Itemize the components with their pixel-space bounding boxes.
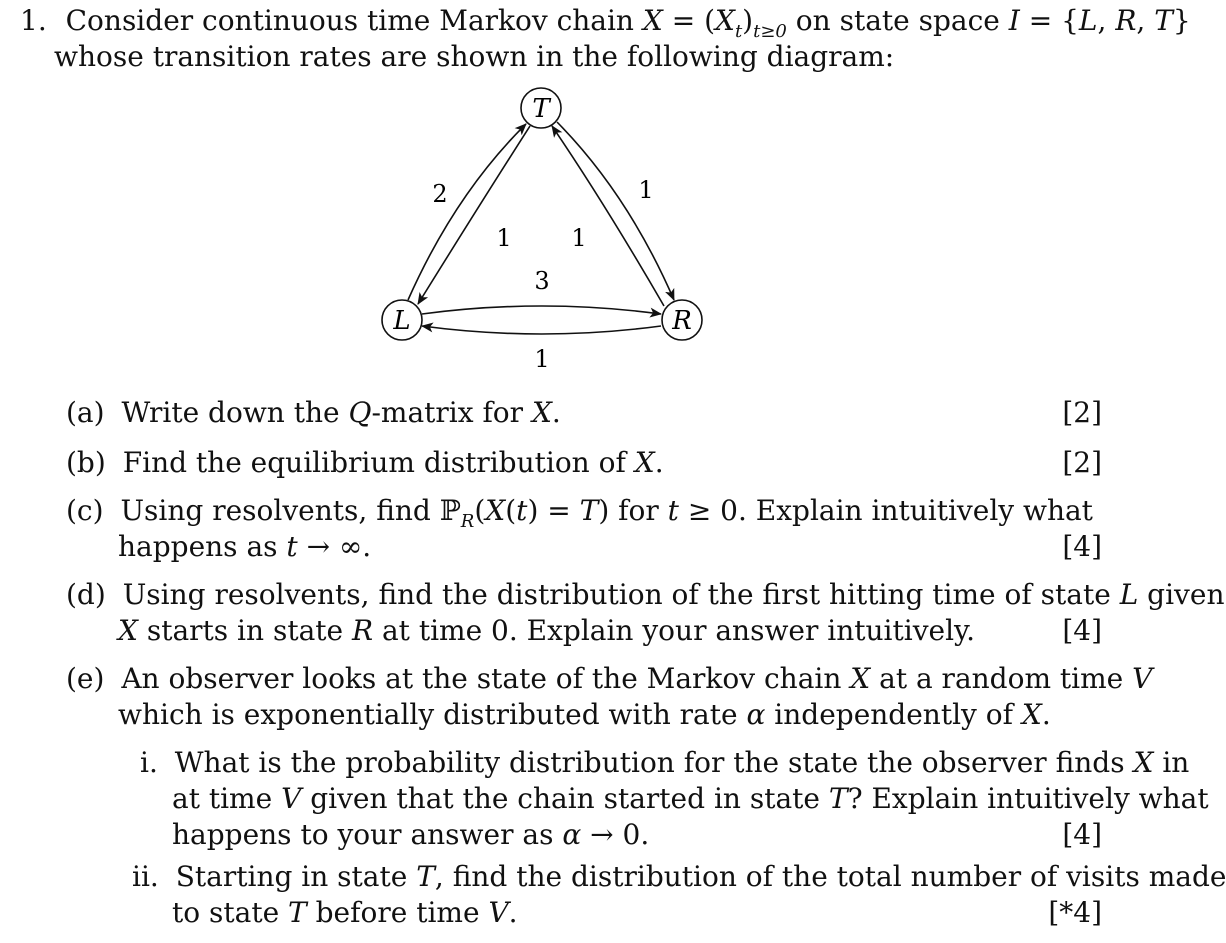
edge-r-to-t <box>552 126 664 306</box>
label-l-to-t: 2 <box>432 180 448 208</box>
part-d-marks: [4] <box>1062 614 1102 647</box>
part-e-ii-marks: [*4] <box>1048 896 1102 929</box>
part-e-ii-line-2: to state T before time V. <box>172 896 518 929</box>
label-t-to-l: 1 <box>496 224 512 252</box>
part-d-line-1: (d) Using resolvents, find the distribution of the first hitting time of state L given <box>66 578 1225 611</box>
part-e-i-line-3: happens to your answer as α → 0. <box>172 818 650 851</box>
label-r-to-l: 1 <box>534 345 550 373</box>
part-e-line-1: (e) An observer looks at the state of the Markov chain X at a random time V <box>66 662 1153 695</box>
part-b-marks: [2] <box>1062 446 1102 479</box>
edge-r-to-l <box>422 326 661 334</box>
part-e-i-marks: [4] <box>1062 818 1102 851</box>
part-d-line-2: X starts in state R at time 0. Explain your answer intuitively. <box>118 614 976 647</box>
label-t-to-r: 1 <box>638 176 654 204</box>
edge-t-to-r <box>557 122 674 300</box>
part-e-i-line-1: i. What is the probability distribution for the state the observer finds X in <box>140 746 1190 779</box>
label-r-to-t: 1 <box>571 224 587 252</box>
node-r-label: R <box>672 306 692 336</box>
question-number-and-intro: 1. Consider continuous time Markov chain $X = (X_t)_{t\ge 0}$ on state space I = {L, R, T} <box>20 4 1191 42</box>
label-l-to-r: 3 <box>534 267 550 295</box>
node-l-label: L <box>393 306 411 336</box>
markov-chain-diagram <box>360 84 740 384</box>
part-a-marks: [2] <box>1062 396 1102 429</box>
part-c-marks: [4] <box>1062 530 1102 563</box>
edge-l-to-t <box>408 124 526 300</box>
edge-t-to-l <box>418 126 530 304</box>
node-t-label: T <box>532 94 550 124</box>
edge-l-to-r <box>422 306 661 314</box>
part-c-line-2: happens as t → ∞. <box>118 530 372 563</box>
part-e-ii-line-1: ii. Starting in state T, find the distribution of the total number of visits made <box>132 860 1226 893</box>
part-b: (b) Find the equilibrium distribution of X. <box>66 446 664 479</box>
part-e-i-line-2: at time V given that the chain started in state T? Explain intuitively what <box>172 782 1209 815</box>
part-e-line-2: which is exponentially distributed with rate α independently of X. <box>118 698 1051 731</box>
part-c-line-1: (c) Using resolvents, find ℙ$_R$(X(t) = T) for t ≥ 0. Explain intuitively what <box>66 494 1093 532</box>
part-a: (a) Write down the Q-matrix for X. <box>66 396 561 429</box>
question-intro-line-2: whose transition rates are shown in the following diagram: <box>54 40 895 73</box>
